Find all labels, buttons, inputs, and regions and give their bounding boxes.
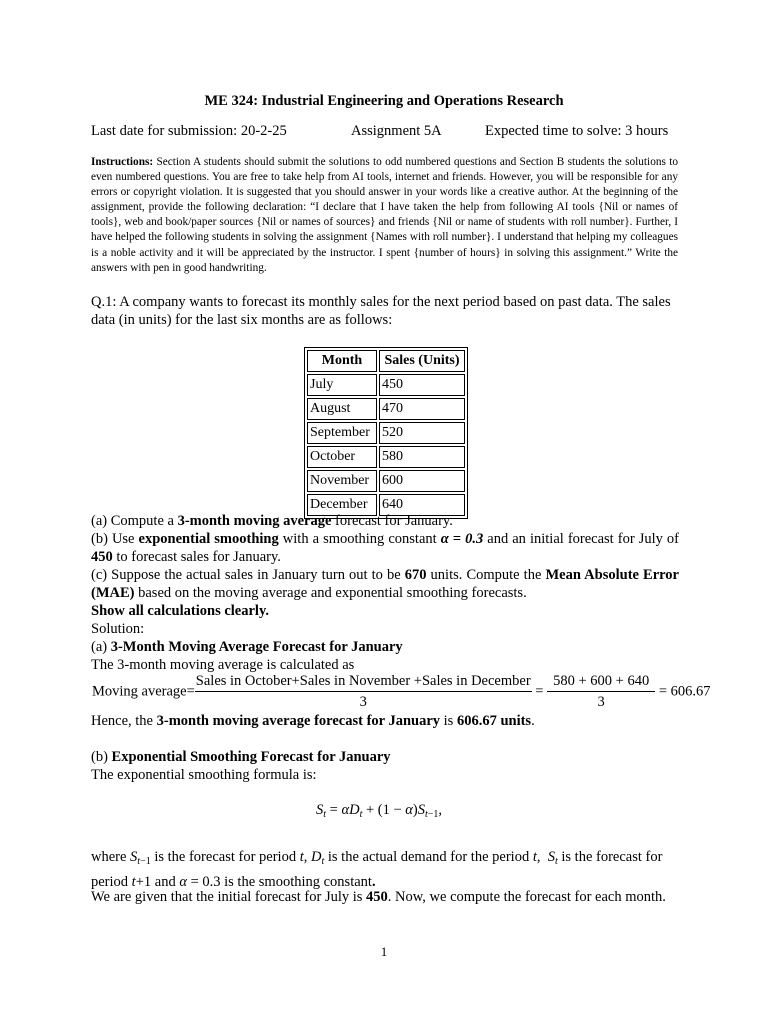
assignment-number: Assignment 5A <box>351 123 442 139</box>
table-cell: December <box>307 494 377 516</box>
table-row <box>307 422 465 444</box>
exponential-smoothing-formula: $S_t = \alpha D_t + (1 - \alpha)S_{t-1}$, <box>316 802 443 820</box>
part-c: (c) Suppose the actual sales in January turn out to be 670 units. Compute the Mean Absolute Error (MAE) based on the moving average and exponential smoothing forecasts. <box>91 567 679 601</box>
table-cell: 450 <box>379 374 465 396</box>
solution-a-heading: (a) 3-Month Moving Average Forecast for January <box>91 639 403 655</box>
sales-table <box>304 347 468 519</box>
table-row <box>307 446 465 468</box>
question-1: Q.1: A company wants to forecast its monthly sales for the next period based on past data. The sales data (in units) for the last six months are as follows: <box>91 294 671 328</box>
solution-label: Solution: <box>91 621 145 637</box>
table-cell: August <box>307 398 377 420</box>
solution-b-intro: The exponential smoothing formula is: <box>91 767 317 783</box>
question-parts <box>91 512 679 674</box>
table-row <box>307 470 465 492</box>
table-cell: 470 <box>379 398 465 420</box>
table-header-month: Month <box>307 350 377 372</box>
solution-b-initial: We are given that the initial forecast for July is 450. Now, we compute the forecast for each month. <box>91 889 666 905</box>
document-title: ME 324: Industrial Engineering and Operations Research <box>204 93 564 109</box>
expected-time: Expected time to solve: 3 hours <box>485 123 669 139</box>
table-cell: 520 <box>379 422 465 444</box>
table-cell: November <box>307 470 377 492</box>
table-cell: October <box>307 446 377 468</box>
instructions-block <box>91 155 678 276</box>
table-row <box>307 374 465 396</box>
ma-fraction: $\frac{\text{Sales in October+Sales in November +Sales in December}}{3}$ <box>195 673 531 710</box>
show-calculations: Show all calculations clearly. <box>91 603 270 619</box>
moving-average-formula: Moving average= $\frac{\text{Sales in October+Sales in November +Sales in December}}{3}$ = $\frac{580 + 600 + 640}{3}$ = 606.67 <box>92 673 711 710</box>
table-header-sales: Sales (Units) <box>379 350 465 372</box>
table-cell: 580 <box>379 446 465 468</box>
ma-fraction-values: $\frac{580 + 600 + 640}{3}$ <box>547 673 655 711</box>
table-cell: July <box>307 374 377 396</box>
solution-b-block <box>91 748 679 784</box>
table-row <box>307 398 465 420</box>
part-b: (b) Use exponential smoothing with a smoothing constant α = 0.3 and an initial forecast for July of 450 to forecast sales for January. <box>91 531 679 565</box>
table-header-row <box>307 350 465 372</box>
table-cell: September <box>307 422 377 444</box>
solution-a-intro: The 3-month moving average is calculated as <box>91 657 355 673</box>
page-number: 1 <box>380 944 388 959</box>
instructions-text: Section A students should submit the solutions to odd numbered questions and Section B students the solutions to even numbered questions. You are free to take help from AI tools, internet and friends. However, you will be responsible for any errors or copyright violation. It is suggested that you should answer in your words like a creative author. At the beginning of the assignment, provide the following declaration: “I declare that I have taken the help from following AI tools {Nil or names of tools}, web and book/paper sources {Nil or names of sources} and friends {Nil or name of students with roll number}. Further, I have helped the following students in solving the assignment {Names with roll number}. I understand that helping my colleagues is a noble activity and it will be appreciated by the instructor. I spent {number of hours} in solving this assignment.” Write the answers with pen in good handwriting. <box>91 156 678 274</box>
part-a: (a) Compute a 3-month moving average forecast for January. <box>91 513 453 529</box>
solution-b-where: where $S_{t-1}$ is the forecast for period t, $D_t$ is the actual demand for the period t, $S_t$ is the forecast for period t+1 and α = 0.3 is the smoothing constant. <box>91 849 663 890</box>
instructions-label: Instructions: <box>91 156 154 168</box>
submission-date: Last date for submission: 20-2-25 <box>91 123 287 139</box>
table-cell: 600 <box>379 470 465 492</box>
table-cell: 640 <box>379 494 465 516</box>
solution-a-result: Hence, the 3-month moving average forecast for January is 606.67 units. <box>91 713 535 729</box>
solution-b-heading: (b) Exponential Smoothing Forecast for January <box>91 749 391 765</box>
